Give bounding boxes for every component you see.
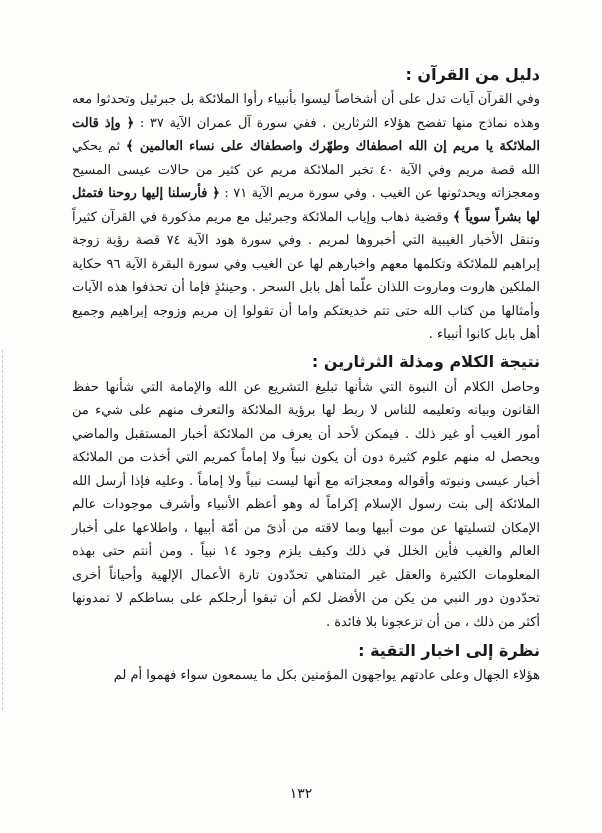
page-content — [72, 62, 540, 688]
paragraph-text: وفي القرآن آيات تدل على أن أشخاصاً ليسوا بأنبياء رأوا الملائكة بل جبرئيل وتحدثوا معه وهذه نماذج منها تفضح هؤلاء الثرثارين . ففي سورة آل عمران الآية ٣٧ : — [72, 92, 540, 131]
page-number: ١٣٢ — [289, 786, 313, 802]
section-paragraph-quran-evidence — [72, 88, 540, 347]
section-paragraph-conclusion — [72, 376, 540, 635]
page-fold-line — [2, 350, 4, 710]
paragraph-text: وحاصل الكلام أن النبوة التي شأنها تبليغ التشريع عن الله والإمامة التي شأنها حفظ القانون وبيانه وتعليمه للناس لا ربط لها برؤية الملائكة والتعرف منهم على شيء من أمور الغيب أو غير ذلك . فيمكن لأحد أن يعرف من الملائكة أخبار المستقبل والماضي ويحصل له منهم علوم كثيرة دون أن يكون نبياً ولا إماماً كمريم التي أخذت من الملائكة أخبار عيسى ونبوته وأقواله ومعجزاته مع أنها ليست نبياً ولا إماماً . وعليه فإذا أرسل الله الملائكة إلى بنت رسول الإسلام إكراماً له وهو أعظم الأنبياء وأشرف موجودات عالم الإمكان لتسليتها عن موت أبيها وبما لاقته من أذىً من أمّة أبيها ، واطلاعها على أخبار العالم والغيب فأين الخلل في ذلك وكيف يلزم وجود ١٤ نبياً . ومن أنتم حتى بهذه المعلومات الكثيرة والعقل غير المتناهي تحدّدون تارة الأعمال الإلهية وأحياناً أخرى تحدّدون دور النبي من يكن من الأفضل لكم أن تبقوا أرجلكم على بساطكم لا تمدونها أكثر من ذلك ، من أن تزعجونا بلا فائدة . — [72, 379, 540, 630]
section-heading-taqiyya: نظرة إلى اخبار التقية : — [358, 641, 540, 660]
section-heading-quran-evidence: دليل من القرآن : — [405, 65, 540, 84]
quran-verse-quote: ﴿ فأرسلنا إليها روحنا فتمثل لها بشراً سوياً ﴾ — [72, 186, 540, 225]
paragraph-text: وقضية ذهاب وإياب الملائكة وجبرئيل مع مريم مذكورة في القرآن كثيراً وتنقل الأخبار الغيبية التي أخبروها لمريم . وفي سورة هود الآية ٧٤ قصة رؤية زوجة إبراهيم للملائكة وتكلمها معهم واخبارهم لها عن الغيب وفي سورة البقرة الآية ٩٦ حكاية الملكين هاروت وماروت اللذان علّما أهل بابل السحر . وحينئذٍ فإما أن تحذفوا هذه الآيات وأمثالها من كتاب الله حتى تتم خديعتكم واما أن تقولوا إن مريم وزوجه إبراهيم وجميع أهل بابل كانوا أنبياء . — [72, 209, 541, 342]
paragraph-text: ثم يحكي الله قصة مريم وفي الآية ٤٠ تخبر الملائكة مريم عن كثير من حالات عيسى المسيح ومعجزاته ويحدثونها عن الغيب . وفي سورة مريم الآية ٧١ : — [72, 139, 540, 201]
paragraph-text: هؤلاء الجهال وعلى عادتهم يواجهون المؤمنين بكل ما يسمعون سواء فهموا أم لم — [113, 668, 540, 683]
section-paragraph-taqiyya — [72, 664, 540, 688]
quran-verse-quote: ﴿ وإذ قالت الملائكة يا مريم إن الله اصطفاك وطهّرك واصطفاك على نساء العالمين ﴾ — [72, 115, 540, 154]
section-heading-conclusion: نتيجة الكلام ومذلة الثرثارين : — [311, 351, 540, 371]
